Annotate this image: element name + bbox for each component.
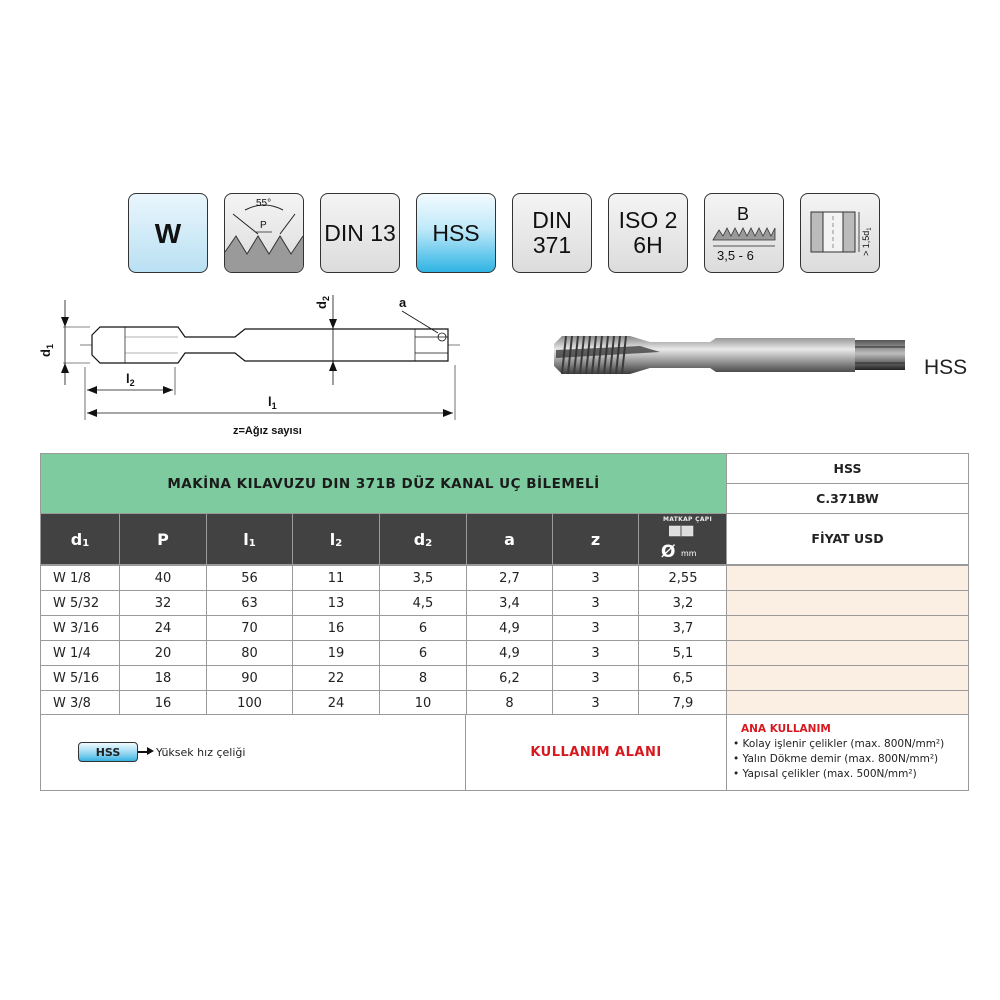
legend-arrow-icon: [138, 751, 148, 753]
column-header-label: a: [504, 529, 515, 549]
table-cell: 3,4: [466, 590, 553, 616]
table-cell: 3: [552, 565, 639, 591]
table-cell: 3: [552, 690, 639, 716]
din13-label: DIN 13: [324, 219, 396, 246]
table-cell: 2,7: [466, 565, 553, 591]
product-material-label: HSS: [924, 356, 968, 379]
svg-text:l2: [126, 371, 135, 388]
table-cell: 8: [379, 665, 467, 691]
angle-label: 55°: [256, 198, 272, 209]
d2-sub: 2: [321, 296, 331, 302]
table-cell: 40: [119, 565, 207, 591]
table-cell: 90: [206, 665, 293, 691]
hole-depth-badge: [800, 193, 880, 273]
diameter-unit: mm: [681, 549, 697, 558]
svg-text:d1: [38, 344, 55, 357]
column-header-subscript: 2: [425, 537, 433, 549]
table-cell: 24: [119, 615, 207, 641]
hss-label: HSS: [432, 219, 480, 246]
d1-sub: 1: [45, 344, 55, 350]
table-cell: 4,9: [466, 640, 553, 666]
price-cell: [726, 565, 969, 591]
main-usage-item: • Kolay işlenir çelikler (max. 800N/mm²): [733, 738, 945, 750]
column-header-label: l: [329, 529, 336, 549]
thread-profile-badge: [224, 193, 304, 273]
din13-badge: [320, 193, 400, 273]
price-cell: [726, 665, 969, 691]
d2-label: d: [314, 301, 329, 309]
column-header: [379, 513, 467, 565]
tolerance-line2: 6H: [633, 232, 663, 258]
din371-line2: 371: [532, 232, 572, 258]
l2-sub: 2: [129, 378, 135, 388]
legend-text: Yüksek hız çeliği: [156, 745, 246, 759]
column-header: [206, 513, 293, 565]
column-header: [552, 513, 639, 565]
table-cell: 6: [379, 615, 467, 641]
tolerance-badge: [608, 193, 688, 273]
table-cell: 80: [206, 640, 293, 666]
column-header-label: P: [157, 529, 169, 549]
table-cell: 6,2: [466, 665, 553, 691]
depth-label: > 1,5d: [861, 230, 871, 256]
table-cell: 7,9: [638, 690, 728, 716]
through-hole-icon: [801, 194, 879, 272]
table-cell: 4,5: [379, 590, 467, 616]
table-cell: 16: [292, 615, 380, 641]
depth-sub: 1: [867, 227, 873, 231]
price-cell: [726, 590, 969, 616]
column-header: [466, 513, 553, 565]
price-cell: [726, 690, 969, 716]
table-cell: 8: [466, 690, 553, 716]
l1-sub: 1: [271, 401, 277, 411]
thread-profile-icon: [225, 194, 303, 272]
column-header: [119, 513, 207, 565]
table-cell: 100: [206, 690, 293, 716]
pitch-label: P: [260, 220, 267, 231]
d1-label: d: [38, 349, 53, 357]
l2-label: l: [126, 371, 130, 386]
specification-badges: [128, 193, 878, 275]
main-usage-item: • Yapısal çelikler (max. 500N/mm²): [733, 768, 917, 780]
diameter-symbol: Ø: [661, 542, 676, 562]
table-cell: 2,55: [638, 565, 728, 591]
svg-text:> 1,5d1: [861, 227, 873, 256]
table-cell: W 5/32: [40, 590, 120, 616]
table-cell: 20: [119, 640, 207, 666]
column-header-subscript: 1: [248, 537, 256, 549]
table-cell: 19: [292, 640, 380, 666]
hss-badge: [416, 193, 496, 273]
table-cell: 63: [206, 590, 293, 616]
column-header-label: d: [413, 529, 426, 549]
table-cell: 70: [206, 615, 293, 641]
column-header: [40, 513, 120, 565]
table-cell: 3,2: [638, 590, 728, 616]
svg-text:l1: [268, 394, 277, 411]
material-header: HSS: [726, 453, 969, 484]
chamfer-letter: B: [737, 204, 750, 224]
tap-technical-drawing: [30, 285, 470, 440]
thread-type-label: W: [154, 217, 182, 249]
material-legend: [78, 742, 245, 762]
table-cell: 6,5: [638, 665, 728, 691]
din371-line1: DIN: [532, 207, 572, 233]
table-title: MAKİNA KILAVUZU DIN 371B DÜZ KANAL UÇ BİLEMELİ: [40, 453, 727, 514]
table-cell: 32: [119, 590, 207, 616]
table-cell: 3,5: [379, 565, 467, 591]
chamfer-range: 3,5 - 6: [717, 248, 754, 263]
price-header: FİYAT USD: [726, 513, 969, 565]
table-cell: 3: [552, 590, 639, 616]
table-cell: 16: [119, 690, 207, 716]
table-cell: 3,7: [638, 615, 728, 641]
table-cell: 3: [552, 665, 639, 691]
column-header-label: z: [590, 529, 601, 549]
l1-label: l: [268, 394, 272, 409]
column-header-label: l: [243, 529, 249, 549]
table-cell: 24: [292, 690, 380, 716]
tap-product-image: [550, 330, 910, 380]
price-cell: [726, 640, 969, 666]
legend-hss-badge: HSS: [78, 742, 138, 762]
price-cell: [726, 615, 969, 641]
table-cell: 4,9: [466, 615, 553, 641]
usage-area-cell: [465, 714, 727, 791]
table-cell: 10: [379, 690, 467, 716]
drill-diameter-header: [638, 513, 727, 565]
table-cell: W 3/16: [40, 615, 120, 641]
flutes-note: z=Ağız sayısı: [233, 425, 302, 437]
table-cell: 5,1: [638, 640, 728, 666]
main-usage-title: ANA KULLANIM: [741, 723, 831, 735]
table-cell: 18: [119, 665, 207, 691]
main-usage-list: [733, 722, 965, 782]
svg-text:d2: [314, 296, 331, 309]
a-label: a: [399, 295, 407, 310]
table-cell: 11: [292, 565, 380, 591]
column-header: [292, 513, 380, 565]
table-cell: 6: [379, 640, 467, 666]
table-cell: 3: [552, 640, 639, 666]
usage-area-title: KULLANIM ALANI: [530, 745, 662, 760]
tolerance-line1: ISO 2: [618, 207, 678, 233]
chamfer-form-icon: [705, 194, 783, 272]
table-cell: W 1/4: [40, 640, 120, 666]
table-cell: 56: [206, 565, 293, 591]
table-cell: W 5/16: [40, 665, 120, 691]
table-cell: W 1/8: [40, 565, 120, 591]
table-cell: 3: [552, 615, 639, 641]
table-cell: W 3/8: [40, 690, 120, 716]
table-cell: 22: [292, 665, 380, 691]
product-code: C.371BW: [726, 483, 969, 514]
chamfer-badge: [704, 193, 784, 273]
column-header-subscript: 2: [335, 537, 343, 549]
column-header-subscript: 1: [82, 537, 90, 549]
drill-label: MATKAP ÇAPI: [663, 516, 712, 523]
main-usage-item: • Yalın Dökme demir (max. 800N/mm²): [733, 753, 939, 765]
din371-badge: [512, 193, 592, 273]
thread-type-badge: [128, 193, 208, 273]
column-header-label: d: [70, 529, 83, 549]
table-cell: 13: [292, 590, 380, 616]
